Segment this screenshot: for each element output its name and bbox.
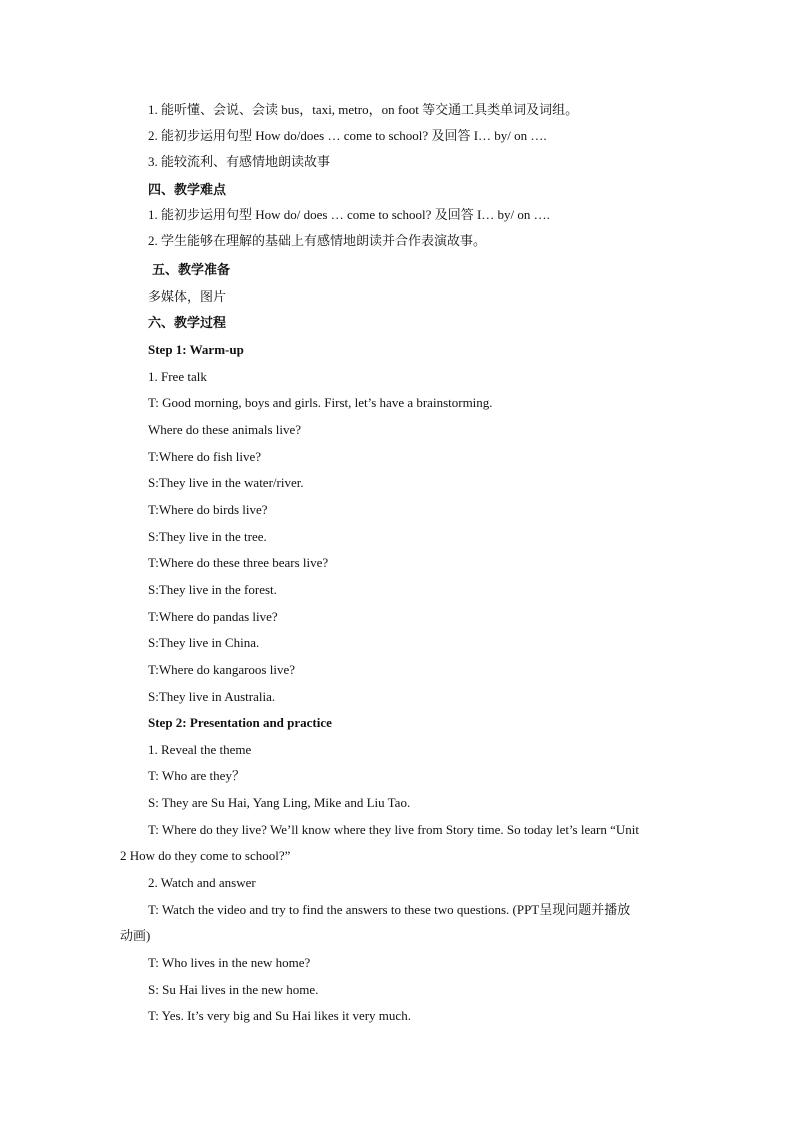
dialogue-line: S:They live in China. xyxy=(148,635,260,650)
dialogue-line: T: Who lives in the new home? xyxy=(148,955,311,970)
objective-line-2: 2. 能初步运用句型 How do/does … come to school? 及回答 I… by/ on …. xyxy=(148,128,547,143)
dialogue-line: Where do these animals live? xyxy=(148,422,302,437)
objective-line-1: 1. 能听懂、会说、会读 bus，taxi, metro，on foot 等交通工具类单词及词组。 xyxy=(148,102,579,117)
dialogue-line: T: Who are they？ xyxy=(148,768,245,783)
dialogue-line: T:Where do fish live? xyxy=(148,449,262,464)
step-2-heading: Step 2: Presentation and practice xyxy=(148,715,332,730)
section-heading-preparation: 五、教学准备 xyxy=(152,262,231,277)
dialogue-line: S:They live in the forest. xyxy=(148,582,277,597)
dialogue-line: T: Where do they live? We’ll know where they live from Story time. So today let’s learn “Unit xyxy=(148,822,639,837)
dialogue-line: T: Good morning, boys and girls. First, let’s have a brainstorming. xyxy=(148,395,493,410)
dialogue-line: S: They are Su Hai, Yang Ling, Mike and Liu Tao. xyxy=(148,795,411,810)
dialogue-line: T:Where do birds live? xyxy=(148,502,268,517)
dialogue-line: T:Where do kangaroos live? xyxy=(148,662,295,677)
difficulty-line-2: 2. 学生能够在理解的基础上有感情地朗读并合作表演故事。 xyxy=(148,233,487,248)
reveal-theme-heading: 1. Reveal the theme xyxy=(148,742,252,757)
dialogue-line: S:They live in the water/river. xyxy=(148,475,304,490)
step-1-heading: Step 1: Warm-up xyxy=(148,342,244,357)
watch-answer-heading: 2. Watch and answer xyxy=(148,875,256,890)
dialogue-line: T: Yes. It’s very big and Su Hai likes it very much. xyxy=(148,1008,411,1023)
dialogue-line: T:Where do these three bears live? xyxy=(148,555,329,570)
dialogue-line-continued: 动画) xyxy=(120,928,151,943)
dialogue-line: T:Where do pandas live? xyxy=(148,609,278,624)
dialogue-line: T: Watch the video and try to find the answers to these two questions. (PPT呈现问题并播放 xyxy=(148,902,631,917)
dialogue-line: S:They live in Australia. xyxy=(148,689,276,704)
difficulty-line-1: 1. 能初步运用句型 How do/ does … come to school? 及回答 I… by/ on …. xyxy=(148,207,550,222)
preparation-text: 多媒体，图片 xyxy=(148,289,227,304)
dialogue-line: S:They live in the tree. xyxy=(148,529,267,544)
section-heading-difficulties: 四、教学难点 xyxy=(148,182,227,197)
objective-line-3: 3. 能较流利、有感情地朗读故事 xyxy=(148,154,331,169)
section-heading-process: 六、教学过程 xyxy=(148,315,227,330)
dialogue-line: S: Su Hai lives in the new home. xyxy=(148,982,319,997)
dialogue-line-continued: 2 How do they come to school?” xyxy=(120,848,291,863)
free-talk-heading: 1. Free talk xyxy=(148,369,207,384)
